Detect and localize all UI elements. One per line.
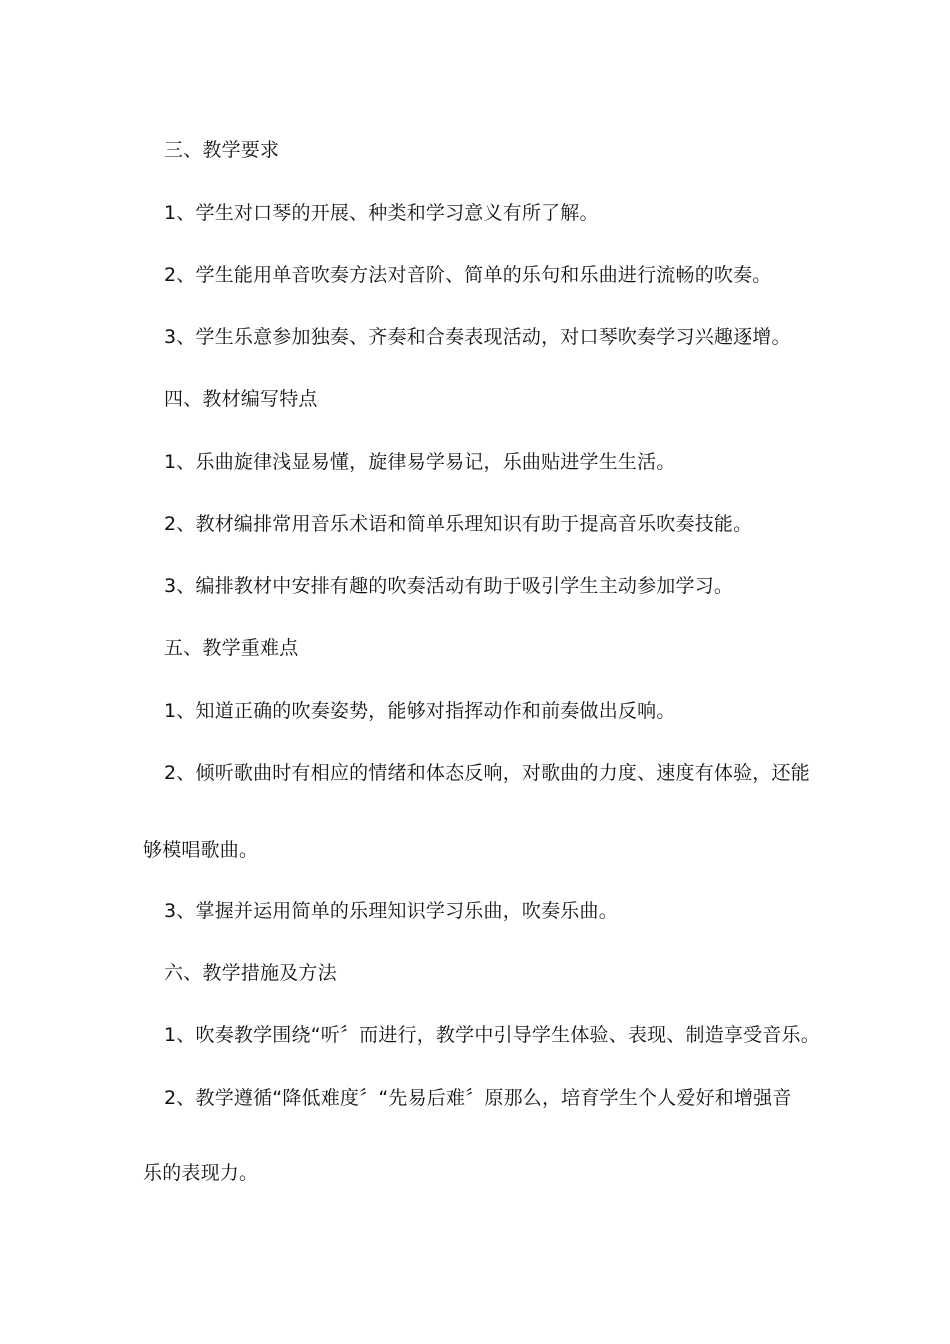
paragraph-line: 1、学生对口琴的开展、种类和学习意义有所了解。 xyxy=(164,202,599,224)
paragraph-line: 2、学生能用单音吹奏方法对音阶、简单的乐句和乐曲进行流畅的吹奏。 xyxy=(164,264,772,286)
paragraph-line: 3、掌握并运用简单的乐理知识学习乐曲，吹奏乐曲。 xyxy=(164,900,618,922)
paragraph-line-continuation: 够模唱歌曲。 xyxy=(143,839,259,861)
paragraph-line: 3、学生乐意参加独奏、齐奏和合奏表现活动，对口琴吹奏学习兴趣逐增。 xyxy=(164,326,791,348)
paragraph-line: 2、教学遵循“降低难度〞“先易后难〞原那么，培育学生个人爱好和增强音 xyxy=(164,1087,792,1109)
section-heading-5: 五、教学重难点 xyxy=(164,637,299,659)
paragraph-line: 1、吹奏教学围绕“听〞而进行，教学中引导学生体验、表现、制造享受音乐。 xyxy=(164,1024,820,1046)
paragraph-line-continuation: 乐的表现力。 xyxy=(143,1162,259,1184)
section-heading-3: 三、教学要求 xyxy=(164,139,280,161)
paragraph-line: 2、倾听歌曲时有相应的情绪和体态反响，对歌曲的力度、速度有体验，还能 xyxy=(164,762,810,784)
paragraph-line: 1、乐曲旋律浅显易懂，旋律易学易记，乐曲贴进学生生活。 xyxy=(164,451,676,473)
paragraph-line: 1、知道正确的吹奏姿势，能够对指挥动作和前奏做出反响。 xyxy=(164,700,676,722)
section-heading-4: 四、教材编写特点 xyxy=(164,388,318,410)
paragraph-line: 3、编排教材中安排有趣的吹奏活动有助于吸引学生主动参加学习。 xyxy=(164,575,734,597)
section-heading-6: 六、教学措施及方法 xyxy=(164,962,337,984)
paragraph-line: 2、教材编排常用音乐术语和简单乐理知识有助于提高音乐吹奏技能。 xyxy=(164,513,753,535)
